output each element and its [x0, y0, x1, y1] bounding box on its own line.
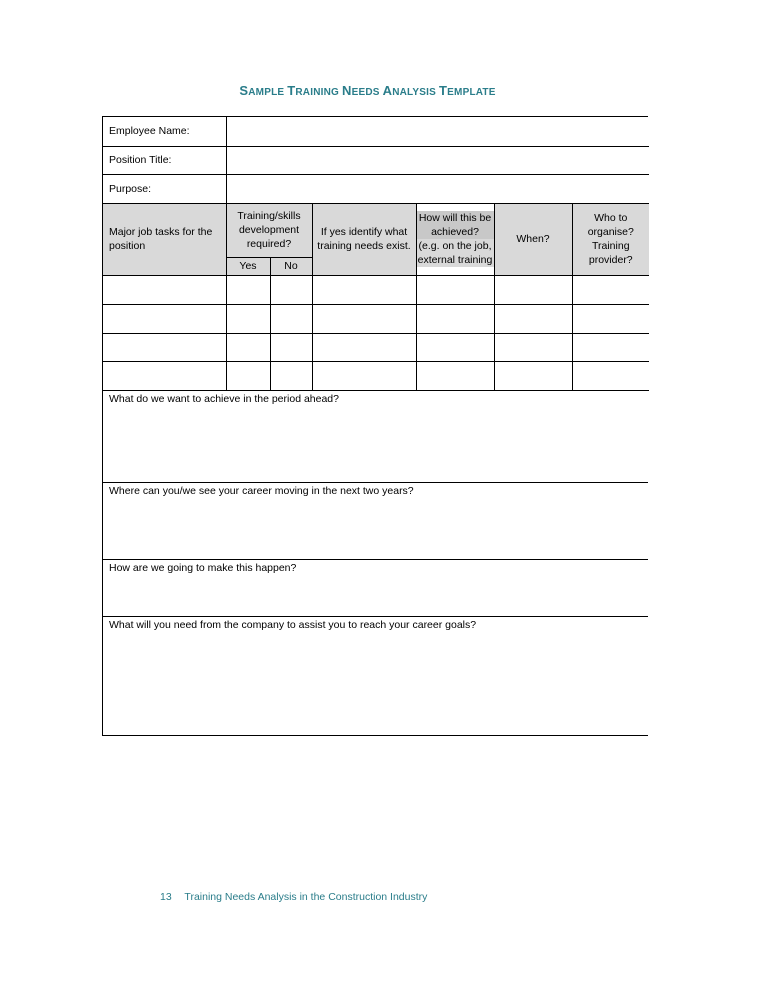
when-cell[interactable]: [494, 333, 572, 361]
header-major-tasks: Major job tasks for the position: [103, 203, 226, 275]
header-how-achieved-highlight: How will this be achieved?: [417, 211, 494, 239]
header-yes: Yes: [226, 257, 270, 275]
when-cell[interactable]: [494, 275, 572, 304]
page-title: SAMPLE TRAINING NEEDS ANALYSIS TEMPLATE: [239, 83, 496, 98]
identify-cell[interactable]: [312, 333, 416, 361]
how-cell[interactable]: [416, 275, 494, 304]
no-cell[interactable]: [270, 304, 312, 333]
no-cell[interactable]: [270, 333, 312, 361]
question-make-happen-box[interactable]: [103, 559, 648, 616]
task-cell[interactable]: [103, 275, 226, 304]
employee-name-label: Employee Name:: [103, 117, 226, 146]
page-number: 13: [160, 891, 172, 903]
form-table: [103, 117, 649, 391]
identify-cell[interactable]: [312, 304, 416, 333]
yes-cell[interactable]: [226, 333, 270, 361]
employee-name-field[interactable]: [226, 117, 649, 146]
task-cell[interactable]: [103, 361, 226, 390]
no-cell[interactable]: [270, 275, 312, 304]
identify-cell[interactable]: [312, 275, 416, 304]
table-row: [103, 304, 649, 333]
header-row: [103, 203, 649, 257]
who-cell[interactable]: [572, 333, 649, 361]
header-training-dev: Training/skills development required?: [226, 203, 312, 257]
how-cell[interactable]: [416, 333, 494, 361]
position-title-field[interactable]: [226, 146, 649, 174]
header-how-achieved: [416, 203, 494, 275]
who-cell[interactable]: [572, 361, 649, 390]
yes-cell[interactable]: [226, 361, 270, 390]
when-cell[interactable]: [494, 304, 572, 333]
no-cell[interactable]: [270, 361, 312, 390]
when-cell[interactable]: [494, 361, 572, 390]
header-no: No: [270, 257, 312, 275]
question-make-happen: How are we going to make this happen?: [109, 561, 297, 574]
yes-cell[interactable]: [226, 304, 270, 333]
task-cell[interactable]: [103, 304, 226, 333]
question-company-box[interactable]: [103, 616, 648, 735]
question-career-box[interactable]: [103, 482, 648, 559]
task-cell[interactable]: [103, 333, 226, 361]
purpose-row: [103, 174, 649, 203]
table-row: [103, 361, 649, 390]
how-cell[interactable]: [416, 361, 494, 390]
employee-name-row: [103, 117, 649, 146]
yes-cell[interactable]: [226, 275, 270, 304]
question-company: What will you need from the company to assist you to reach your career goals?: [109, 618, 477, 631]
header-who: Who to organise? Training provider?: [572, 203, 649, 275]
purpose-field[interactable]: [226, 174, 649, 203]
footer-text: Training Needs Analysis in the Construction Industry: [184, 891, 428, 903]
header-how-achieved-example: (e.g. on the job, external training: [417, 240, 493, 266]
header-identify: If yes identify what training needs exist.: [312, 203, 416, 275]
table-row: [103, 275, 649, 304]
who-cell[interactable]: [572, 304, 649, 333]
training-needs-form: [102, 116, 648, 736]
page-footer: [160, 891, 427, 903]
purpose-label: Purpose:: [103, 174, 226, 203]
question-career: Where can you/we see your career moving in the next two years?: [109, 484, 414, 497]
header-when: When?: [494, 203, 572, 275]
question-achieve-box[interactable]: [103, 391, 648, 482]
how-cell[interactable]: [416, 304, 494, 333]
table-row: [103, 333, 649, 361]
identify-cell[interactable]: [312, 361, 416, 390]
who-cell[interactable]: [572, 275, 649, 304]
position-title-label: Position Title:: [103, 146, 226, 174]
position-title-row: [103, 146, 649, 174]
question-achieve: What do we want to achieve in the period ahead?: [109, 392, 339, 405]
